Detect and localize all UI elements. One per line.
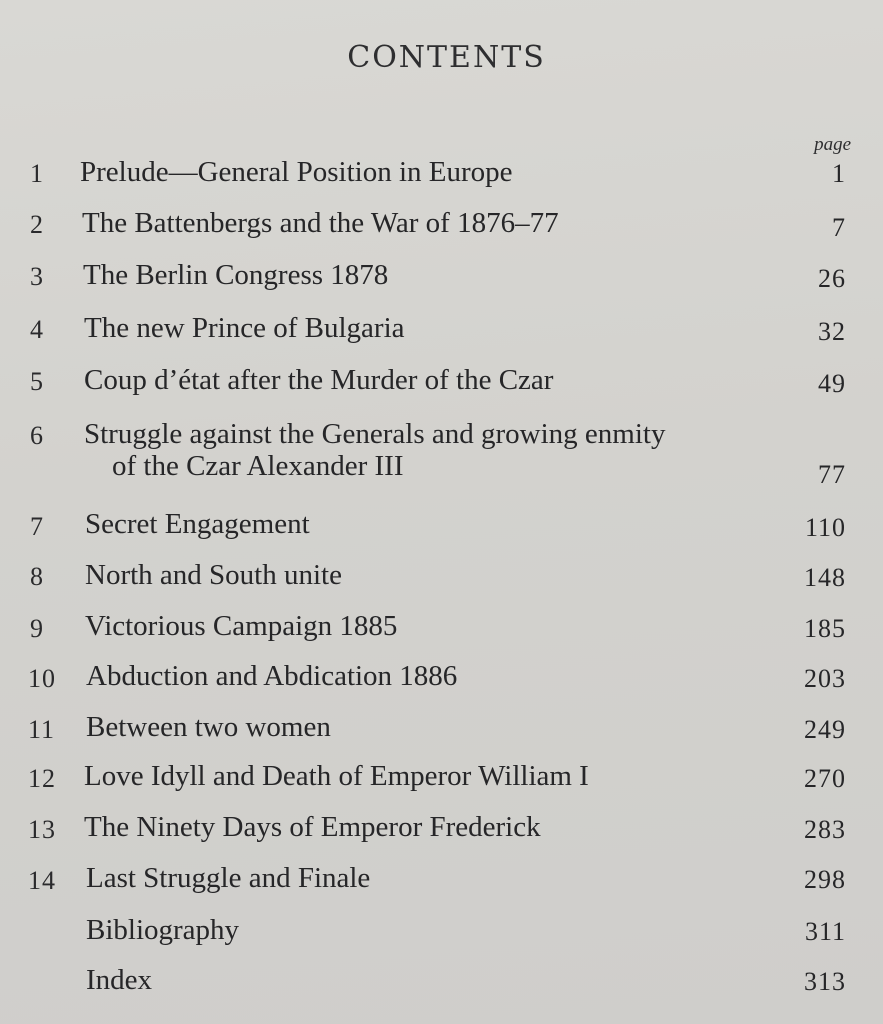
page-number: 1	[832, 159, 846, 188]
chapter-number: 12	[28, 764, 56, 793]
chapter-number: 1	[30, 159, 44, 188]
page-number: 110	[804, 513, 846, 542]
chapter-number: 9	[30, 614, 44, 643]
chapter-number: 4	[30, 315, 44, 344]
chapter-title: Between two women	[86, 711, 331, 743]
chapter-title: Bibliography	[86, 914, 240, 946]
page-column-label: page	[814, 134, 851, 155]
page-number: 26	[818, 264, 846, 293]
chapter-number: 7	[30, 512, 44, 541]
chapter-title: North and South unite	[85, 559, 342, 591]
chapter-title: Last Struggle and Finale	[86, 862, 371, 894]
chapter-title: The Berlin Congress 1878	[83, 259, 389, 291]
chapter-title: Abduction and Abdication 1886	[86, 660, 458, 692]
chapter-title: Love Idyll and Death of Emperor William I	[84, 760, 589, 792]
page-number: 77	[818, 460, 846, 489]
page-number: 283	[804, 815, 846, 844]
chapter-title: Coup d’état after the Murder of the Czar	[84, 364, 554, 396]
chapter-number: 3	[30, 262, 44, 291]
chapter-title: Index	[86, 964, 153, 996]
chapter-number: 10	[28, 664, 56, 693]
chapter-title: Secret Engagement	[85, 508, 310, 540]
chapter-title-line-2: of the Czar Alexander III	[112, 450, 404, 482]
page-number: 49	[818, 369, 846, 398]
page-number: 32	[818, 317, 846, 346]
page-title: CONTENTS	[347, 40, 546, 75]
chapter-number: 11	[28, 715, 56, 744]
chapter-number: 8	[30, 562, 44, 591]
page-number: 270	[804, 764, 846, 793]
chapter-number: 13	[28, 815, 56, 844]
chapter-number: 5	[30, 367, 44, 396]
chapter-number: 2	[30, 210, 44, 239]
page-number: 313	[804, 967, 846, 996]
chapter-title: Victorious Campaign 1885	[85, 610, 398, 642]
page-number: 185	[804, 614, 846, 643]
page-number: 311	[804, 917, 846, 946]
chapter-title: The Battenbergs and the War of 1876–77	[82, 207, 559, 239]
chapter-title: The new Prince of Bulgaria	[84, 312, 405, 344]
page-number: 148	[804, 563, 846, 592]
chapter-title: Prelude—General Position in Europe	[80, 156, 513, 188]
chapter-title-line-1: Struggle against the Generals and growing enmity	[84, 418, 666, 450]
page-number: 7	[832, 213, 846, 242]
page-number: 298	[804, 865, 846, 894]
chapter-title	[84, 418, 757, 482]
chapter-number: 6	[30, 421, 44, 450]
page-number: 203	[804, 664, 846, 693]
chapter-title: The Ninety Days of Emperor Frederick	[84, 811, 541, 843]
page-number: 249	[804, 715, 846, 744]
chapter-number: 14	[28, 866, 56, 895]
